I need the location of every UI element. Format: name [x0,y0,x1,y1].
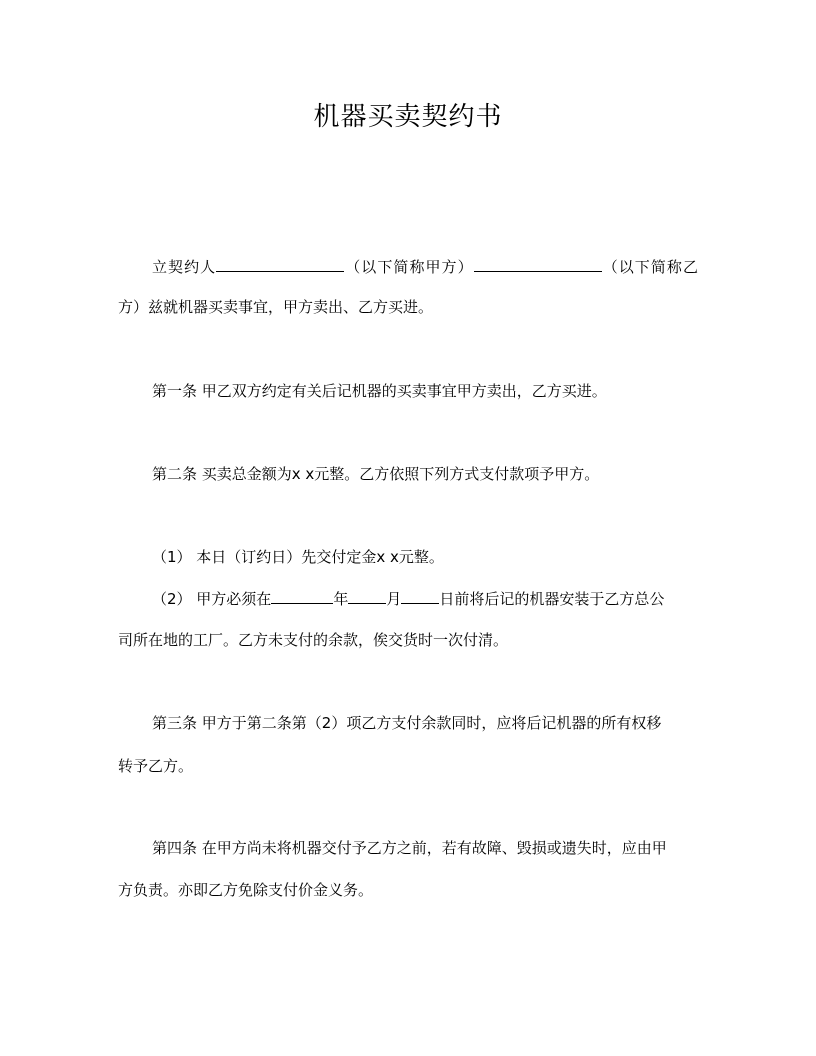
intro-party-label: 立契约人 [152,258,217,276]
article-4-line-1: 第四条 在甲方尚未将机器交付予乙方之前，若有故障、毁损或遗失时，应由甲 [152,839,667,857]
party-b-blank [474,256,602,272]
article-2-item-2-line-1 [152,588,664,609]
article-2: 第二条 买卖总金额为x x元整。乙方依照下列方式支付款项予甲方。 [152,465,600,483]
article-3-line-2: 转予乙方。 [118,757,194,775]
intro-line-2: 方）兹就机器买卖事宜，甲方卖出、乙方买进。 [118,298,434,316]
article-2-item-1: （1） 本日（订约日）先交付定金x x元整。 [152,548,444,566]
item-2-suffix: 日前将后记的机器安装于乙方总公 [439,590,665,608]
intro-party-a-note: （以下简称甲方） [344,258,474,276]
item-2-year: 年 [333,590,349,608]
month-blank [348,588,386,604]
day-blank [401,588,439,604]
item-2-month: 月 [386,590,402,608]
intro-line-1 [152,256,698,277]
document-title: 机器买卖契约书 [313,102,503,132]
item-2-prefix: （2） 甲方必须在 [152,590,272,608]
party-a-blank [216,256,344,272]
article-4-line-2: 方负责。亦即乙方免除支付价金义务。 [118,881,374,899]
article-2-item-2-line-2: 司所在地的工厂。乙方未支付的余款，俟交货时一次付清。 [118,631,509,649]
article-3-line-1: 第三条 甲方于第二条第（2）项乙方支付余款同时，应将后记机器的所有权移 [152,714,662,732]
year-blank [271,588,333,604]
article-1: 第一条 甲乙双方约定有关后记机器的买卖事宜甲方卖出，乙方买进。 [152,382,607,400]
intro-party-b-note: （以下简称乙 [601,258,698,276]
